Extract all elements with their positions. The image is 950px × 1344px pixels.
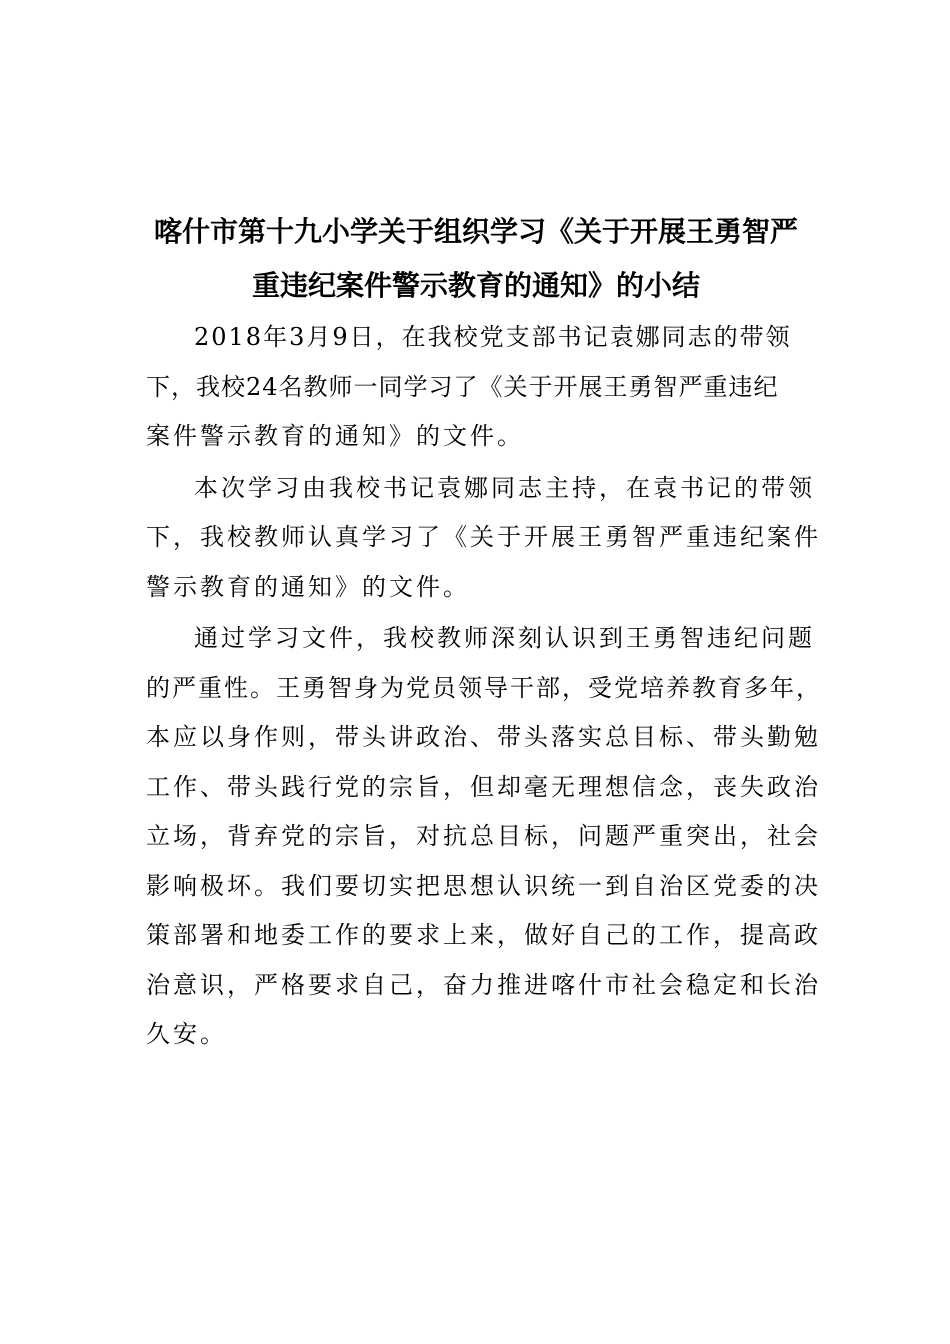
document-body	[146, 313, 822, 1060]
paragraph-3-line-3: 本应以身作则，带头讲政治、带头落实总目标、带头勤勉	[146, 723, 821, 751]
paragraph-2-line-3: 警示教育的通知》的文件。	[146, 572, 470, 601]
paragraph-3-line-6: 影响极坏。我们要切实把思想认识统一到自治区党委的决	[146, 871, 821, 900]
paragraph-3-line-7: 策部署和地委工作的要求上来，做好自己的工作，提高政	[146, 921, 821, 949]
paragraph-1-line-3: 案件警示教育的通知》的文件。	[146, 422, 524, 450]
paragraph-3-line-2: 的严重性。王勇智身为党员领导干部，受党培养教育多年，	[146, 673, 822, 702]
paragraph-3-line-8: 治意识，严格要求自己，奋力推进喀什市社会稳定和长治	[146, 970, 821, 999]
title-line-1: 喀什市第十九小学关于组织学习《关于开展王勇智严	[153, 215, 798, 248]
paragraph-3-line-9: 久安。	[146, 1020, 227, 1048]
paragraph-3-line-1: 通过学习文件，我校教师深刻认识到王勇智违纪问题	[194, 624, 815, 652]
title-line-2: 重违纪案件警示教育的通知》的小结	[251, 269, 700, 302]
document-page	[146, 205, 822, 1060]
paragraph-3-line-5: 立场，背弃党的宗旨，对抗总目标，问题严重突出，社会	[146, 822, 821, 850]
paragraph-1	[146, 313, 806, 462]
document-title	[146, 205, 806, 313]
paragraph-1-line-1: 2018年3月9日，在我校党支部书记袁娜同志的带领	[194, 323, 792, 351]
paragraph-2-line-1: 本次学习由我校书记袁娜同志主持，在袁书记的带领	[194, 473, 815, 502]
paragraph-3-line-4: 工作、带头践行党的宗旨，但却毫无理想信念，丧失政治	[146, 772, 821, 801]
paragraph-2	[146, 464, 821, 613]
paragraph-1-line-2: 下，我校24名教师一同学习了《关于开展王勇智严重违纪	[146, 372, 779, 401]
paragraph-2-line-2: 下，我校教师认真学习了《关于开展王勇智严重违纪案件	[146, 523, 821, 551]
paragraph-3	[146, 614, 822, 1060]
